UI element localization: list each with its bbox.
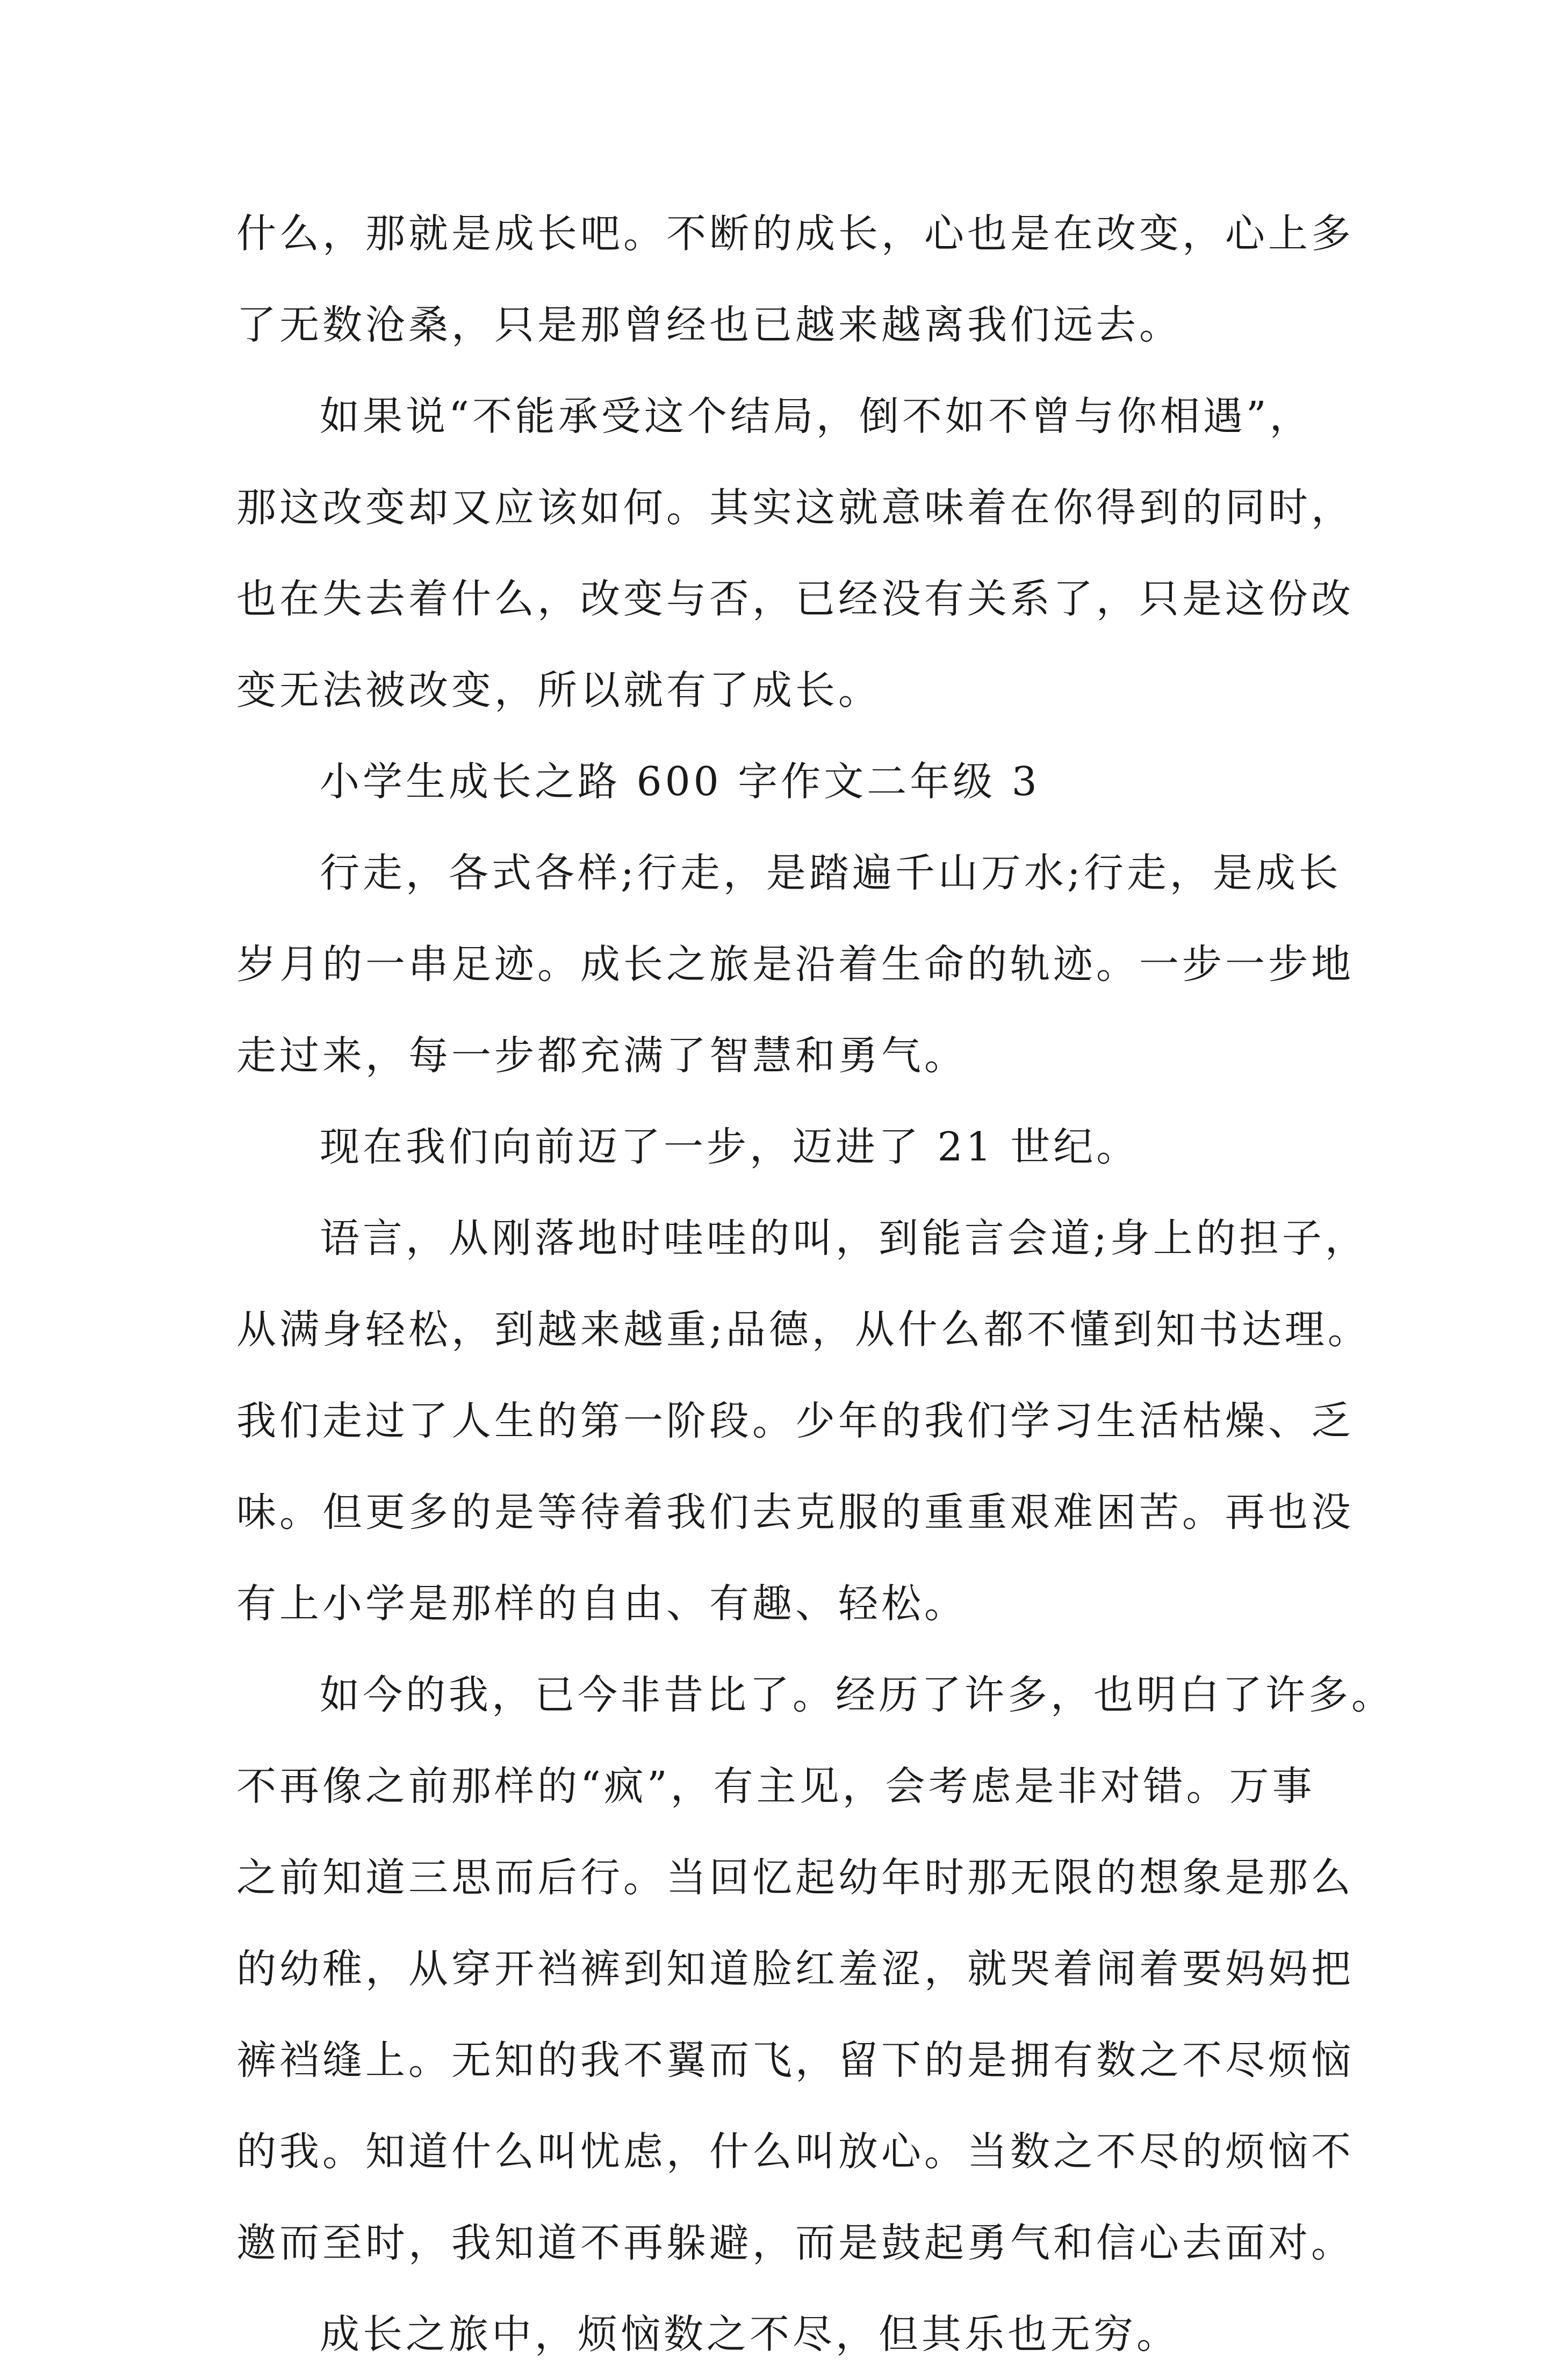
text-line: 的我。知道什么叫忧虑，什么叫放心。当数之不尽的烦恼不 [236, 2129, 1354, 2175]
text-line: 了无数沧桑，只是那曾经也已越来越离我们远去。 [236, 302, 1182, 348]
text-line: 变无法被改变，所以就有了成长。 [236, 667, 881, 713]
paragraph-start-line: 行走，各式各样;行走，是踏遍千山万水;行走，是成长 [320, 850, 1342, 896]
section-heading: 小学生成长之路 600 字作文二年级 3 [320, 759, 1040, 805]
text-line: 的幼稚，从穿开裆裤到知道脸红羞涩，就哭着闹着要妈妈把 [236, 1946, 1354, 1992]
text-line: 从满身轻松，到越来越重;品德，从什么都不懂到知书达理。 [236, 1307, 1371, 1353]
text-line: 我们走过了人生的第一阶段。少年的我们学习生活枯燥、乏 [236, 1398, 1354, 1444]
text-line: 裤裆缝上。无知的我不翼而飞，留下的是拥有数之不尽烦恼 [236, 2037, 1354, 2083]
text-line: 不再像之前那样的“疯”，有主见，会考虑是非对错。万事 [236, 1763, 1315, 1809]
text-line: 岁月的一串足迹。成长之旅是沿着生命的轨迹。一步一步地 [236, 941, 1354, 987]
text-line: 那这改变却又应该如何。其实这就意味着在你得到的同时， [236, 485, 1354, 531]
paragraph-start-line: 成长之旅中，烦恼数之不尽，但其乐也无穷。 [320, 2311, 1179, 2357]
paragraph-start-line: 现在我们向前迈了一步，迈进了 21 世纪。 [320, 1124, 1140, 1170]
text-line: 味。但更多的是等待着我们去克服的重重艰难困苦。再也没 [236, 1489, 1354, 1535]
paragraph-start-line: 如果说“不能承受这个结局，倒不如不曾与你相遇”， [320, 393, 1313, 439]
essay-body [236, 188, 1394, 2380]
paragraph-start-line: 语言，从刚落地时哇哇的叫，到能言会道;身上的担子， [320, 1215, 1368, 1261]
text-line: 之前知道三思而后行。当回忆起幼年时那无限的想象是那么 [236, 1855, 1354, 1901]
text-line: 邀而至时，我知道不再躲避，而是鼓起勇气和信心去面对。 [236, 2220, 1354, 2266]
text-line: 走过来，每一步都充满了智慧和勇气。 [236, 1033, 967, 1079]
text-line: 什么，那就是成长吧。不断的成长，心也是在改变，心上多 [236, 211, 1354, 257]
text-line: 也在失去着什么，改变与否，已经没有关系了，只是这份改 [236, 576, 1354, 622]
text-line: 有上小学是那样的自由、有趣、轻松。 [236, 1581, 967, 1627]
paragraph-start-line: 如今的我，已今非昔比了。经历了许多，也明白了许多。 [320, 1672, 1394, 1718]
